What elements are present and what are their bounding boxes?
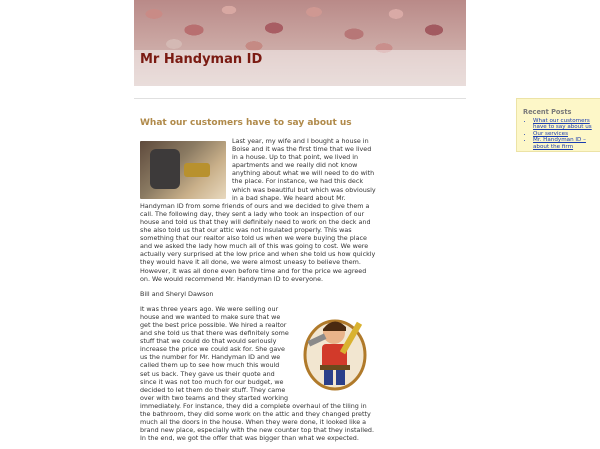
site-title[interactable]: Mr Handyman ID <box>140 52 263 67</box>
recent-post-link[interactable]: • Our services <box>533 131 600 138</box>
page-wrapper <box>134 0 592 443</box>
handyman-cartoon-icon <box>294 307 376 393</box>
paragraph-text: It was three years ago. We were selling our house and we wanted to make sure that we get the best price possible. We hired a realtor and she told us that there was definitely some stuff that we could do that would seriously increase the price we could ask for. She gave us the number for Mr. Handyman ID and we called them up to see how much this would set us back. They gave us their quote and since it was not too much for our budget, we decided to let them do their stuff. They came over with two teams and they started working immediately. For instance, they did a complete overhaul of the tiling in the bathroom, they did some work on the attic and they changed pretty much all the doors in the house. When they were done, it looked like a brand new place, especially with the new counter top that they installed. In the end, we got the offer that was bigger than what we expected. <box>140 304 374 443</box>
recent-post-link[interactable]: • Mr. Handyman ID – about the firm <box>533 137 600 150</box>
header-banner <box>134 0 466 86</box>
tools-photo-icon <box>140 141 226 199</box>
sidebar-heading: Recent Posts <box>523 108 572 116</box>
testimonial-signature: Bill and Sheryl Dawson <box>140 289 214 298</box>
recent-posts-list <box>517 118 600 151</box>
paragraph-text: Last year, my wife and I bought a house in Boise and it was the first time that we lived in a house. Up to that point, we lived in apartments and we really did not know anything about what we will need to do with the place. For instance, we had this deck which was beautiful but which was obviously in a bad shape. We heard about Mr. Handyman ID from some friends of ours and we decided to give them a call. The following day, they sent a lady who took an inspection of our house and told us that they will definitely need to work on the deck and she also told us that our attic was not insulated properly. This was something that our realtor also told us when we were buying the place and we asked the lady how much all of this was going to cost. We were actually very surprised at the low price and when she told us how quickly they would have it all done, we were almost uneasy to believe them. However, it was all done even before time and for the price we agreed on. We would recommend Mr. Handyman ID to everyone. <box>140 137 376 283</box>
post-paragraph <box>140 305 376 443</box>
main-content <box>140 118 376 449</box>
nav-bar <box>134 86 466 99</box>
recent-post-link[interactable]: • What our customers have to say about us <box>533 118 600 131</box>
post-paragraph <box>140 137 376 283</box>
sidebar-recent-posts <box>516 98 600 152</box>
post-title[interactable]: What our customers have to say about us <box>140 118 352 128</box>
